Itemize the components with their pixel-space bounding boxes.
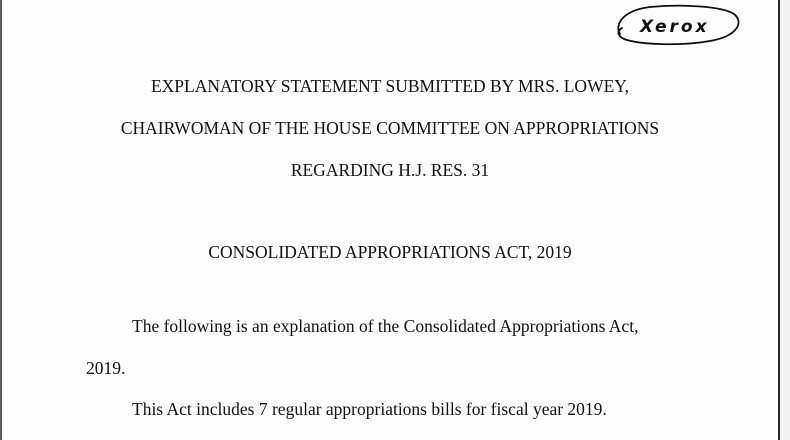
heading-line-3: REGARDING H.J. RES. 31 <box>290 160 490 180</box>
scan-edge-left <box>0 0 2 440</box>
paragraph-1-line-1: The following is an explanation of the Consolidated Appropriations Act, <box>132 316 639 336</box>
xerox-handwritten-stamp <box>610 4 744 46</box>
paragraph-1-line-2: 2019. <box>86 358 126 378</box>
heading-line-2: CHAIRWOMAN OF THE HOUSE COMMITTEE ON APPROPRIATIONS <box>120 118 660 138</box>
scan-edge-shadow <box>780 0 790 440</box>
heading-line-1: EXPLANATORY STATEMENT SUBMITTED BY MRS. LOWEY, <box>150 76 630 96</box>
stamp-text: Xerox <box>640 17 710 37</box>
section-title: CONSOLIDATED APPROPRIATIONS ACT, 2019 <box>208 242 572 262</box>
paragraph-2: This Act includes 7 regular appropriations bills for fiscal year 2019. <box>132 399 607 419</box>
